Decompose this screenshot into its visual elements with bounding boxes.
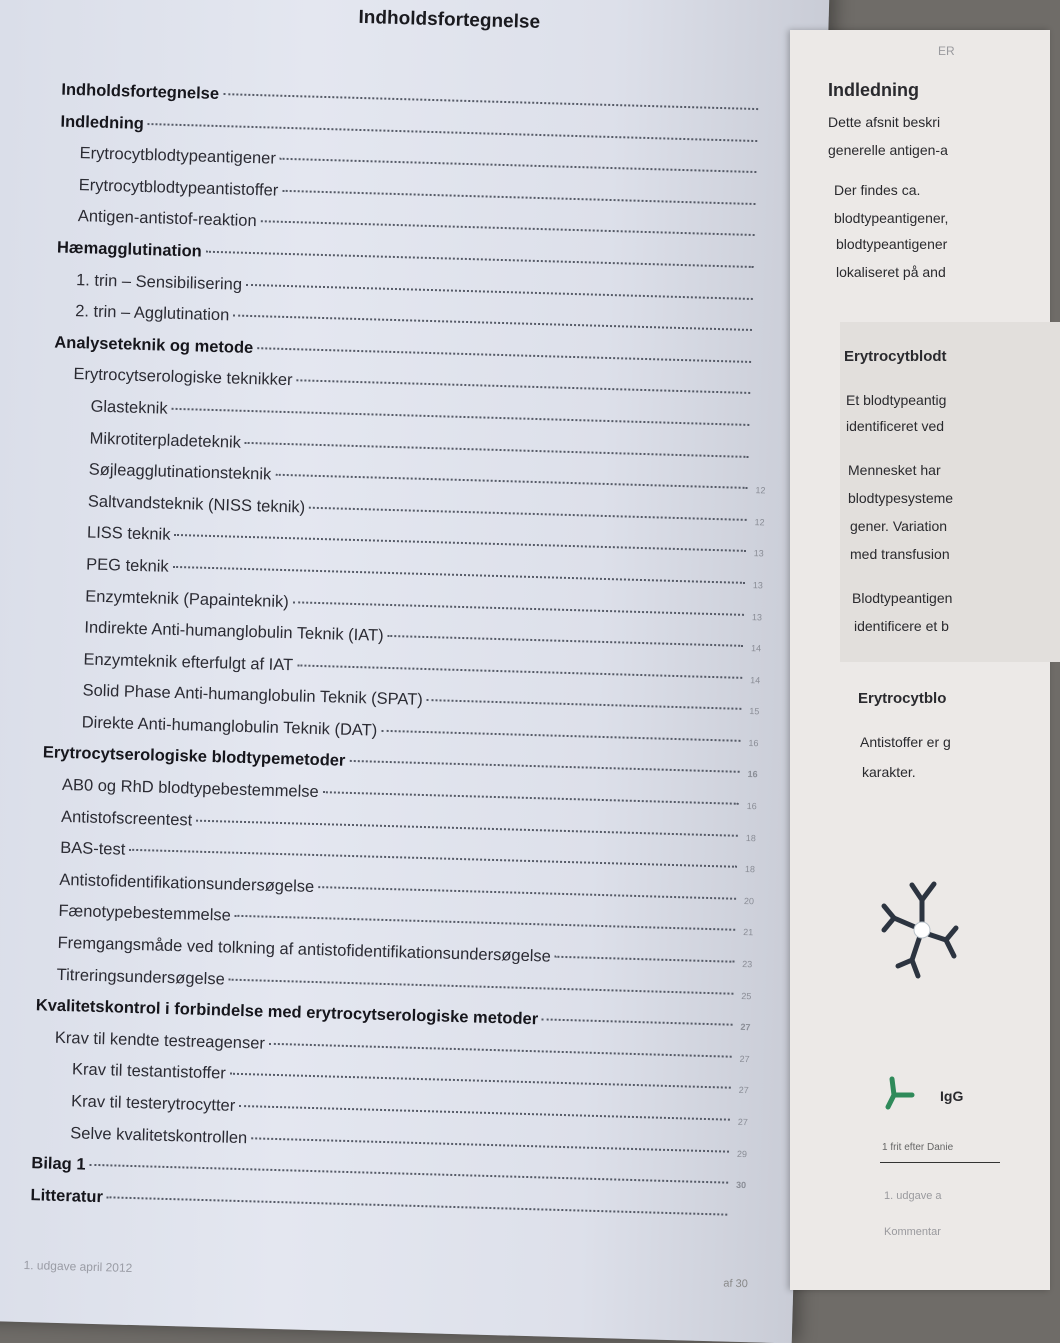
toc-page-number: 21 bbox=[739, 927, 753, 937]
toc-entry-title: Indledning bbox=[60, 112, 144, 133]
toc-page-number: 16 bbox=[744, 738, 758, 748]
text-line: identificere et b bbox=[854, 618, 949, 634]
text-line: Mennesket har bbox=[848, 462, 941, 478]
toc-page-number: 27 bbox=[735, 1085, 749, 1095]
toc-leader-dots bbox=[555, 956, 735, 963]
toc-leader-dots bbox=[297, 380, 751, 395]
toc-leader-dots bbox=[349, 760, 739, 773]
header-fragment: ER bbox=[938, 44, 955, 58]
right-footer-line: 1. udgave a bbox=[884, 1190, 942, 1202]
text-line: Antistoffer er g bbox=[860, 734, 951, 750]
toc-entry-title: Erytrocytblodtypeantistoffer bbox=[78, 176, 278, 201]
toc-entry-title: 2. trin – Agglutination bbox=[75, 302, 230, 325]
toc-entry-title: Indirekte Anti-humanglobulin Teknik (IAT) bbox=[84, 619, 384, 646]
toc-entry-title: Søjleagglutinationsteknik bbox=[89, 461, 272, 485]
table-of-contents bbox=[30, 81, 776, 1238]
box-heading: Erytrocytblo bbox=[858, 690, 946, 707]
igg-label: IgG bbox=[940, 1088, 963, 1104]
page-footer: 1. udgave april 2012 bbox=[23, 1258, 132, 1275]
toc-entry-title: Fænotypebestemmelse bbox=[58, 902, 231, 926]
toc-entry-title: Titreringsundersøgelse bbox=[56, 965, 225, 989]
toc-entry-title: LISS teknik bbox=[87, 524, 171, 545]
toc-leader-dots bbox=[542, 1019, 732, 1026]
toc-page-number: 27 bbox=[735, 1054, 749, 1064]
page-footer-number: af 30 bbox=[723, 1278, 748, 1291]
text-line: blodtypeantigener bbox=[836, 236, 947, 252]
toc-page-number: 25 bbox=[737, 990, 751, 1000]
toc-entry-title: Litteratur bbox=[30, 1186, 103, 1207]
toc-entry-title: 1. trin – Sensibilisering bbox=[76, 271, 242, 295]
toc-page-number: 14 bbox=[747, 643, 761, 653]
footnote: 1 frit efter Danie bbox=[882, 1142, 953, 1153]
toc-leader-dots bbox=[381, 730, 740, 742]
toc-page-number: 14 bbox=[746, 675, 760, 685]
toc-page-number: 18 bbox=[742, 833, 756, 843]
toc-page-number: 13 bbox=[750, 548, 764, 558]
text-line: blodtypeantigener, bbox=[834, 210, 948, 226]
toc-leader-dots bbox=[223, 93, 758, 110]
toc-entry-title: Krav til kendte testreagenser bbox=[55, 1029, 265, 1054]
toc-page-number: 16 bbox=[743, 769, 757, 779]
toc-entry-title: Direkte Anti-humanglobulin Teknik (DAT) bbox=[81, 713, 377, 740]
text-line: gener. Variation bbox=[850, 518, 947, 534]
text-line: Dette afsnit beskri bbox=[828, 114, 940, 130]
footnote-divider bbox=[880, 1162, 1000, 1163]
toc-page-number: 30 bbox=[732, 1180, 746, 1190]
toc-entry-title: Enzymteknik (Papainteknik) bbox=[85, 587, 289, 612]
text-line: blodtypesysteme bbox=[848, 490, 953, 506]
toc-entry-title: Saltvandsteknik (NISS teknik) bbox=[88, 492, 306, 517]
toc-leader-dots bbox=[318, 886, 736, 900]
toc-entry-title: Glasteknik bbox=[90, 397, 168, 418]
toc-entry-title: Indholdsfortegnelse bbox=[61, 81, 219, 104]
toc-page-number: 13 bbox=[748, 611, 762, 621]
toc-entry-title: Bilag 1 bbox=[31, 1154, 86, 1175]
toc-entry-title: Krav til testantistoffer bbox=[72, 1061, 226, 1084]
toc-entry-title: Antistofscreentest bbox=[61, 808, 193, 831]
text-line: karakter. bbox=[862, 764, 916, 780]
toc-leader-dots bbox=[282, 190, 755, 205]
toc-page-number: 13 bbox=[749, 580, 763, 590]
toc-entry-title: AB0 og RhD blodtypebestemmelse bbox=[62, 776, 319, 802]
right-footer-line: Kommentar bbox=[884, 1226, 941, 1238]
toc-entry-title: Krav til testerytrocytter bbox=[71, 1092, 236, 1116]
toc-leader-dots bbox=[293, 601, 744, 616]
toc-entry-title: Erytrocytblodtypeantigener bbox=[79, 144, 276, 168]
toc-entry-title: Fremgangsmåde ved tolkning af antistofidentifikationsundersøgelse bbox=[57, 934, 551, 967]
toc-entry-title: BAS-test bbox=[60, 839, 126, 860]
toc-page-number: 20 bbox=[740, 896, 754, 906]
toc-page-number: 12 bbox=[750, 517, 764, 527]
toc-leader-dots bbox=[388, 635, 744, 647]
toc-entry-title: Antistofidentifikationsundersøgelse bbox=[59, 871, 314, 897]
toc-entry-title: PEG teknik bbox=[86, 555, 169, 576]
toc-entry-title: Erytrocytserologiske blodtypemetoder bbox=[43, 744, 346, 771]
toc-page-number: 12 bbox=[751, 485, 765, 495]
toc-page-number: 27 bbox=[734, 1117, 748, 1127]
toc-page-number: 16 bbox=[743, 801, 757, 811]
right-page bbox=[790, 30, 1050, 1290]
toc-entry-title: Hæmagglutination bbox=[57, 239, 202, 262]
toc-page-number: 23 bbox=[738, 959, 752, 969]
toc-page-number: 27 bbox=[736, 1022, 750, 1032]
toc-entry-title: Solid Phase Anti-humanglobulin Teknik (SPAT) bbox=[82, 682, 423, 710]
toc-entry-title: Erytrocytserologiske teknikker bbox=[73, 365, 293, 390]
toc-leader-dots bbox=[323, 791, 739, 805]
toc-entry-title: Mikrotiterpladeteknik bbox=[89, 429, 241, 452]
toc-entry-title: Antigen-antistof-reaktion bbox=[78, 207, 257, 231]
antibody-icon bbox=[882, 880, 962, 980]
text-line: identificeret ved bbox=[846, 418, 944, 434]
toc-leader-dots bbox=[275, 474, 747, 489]
toc-page-number: 18 bbox=[741, 864, 755, 874]
text-line: med transfusion bbox=[850, 546, 950, 562]
text-line: Et blodtypeantig bbox=[846, 392, 946, 408]
toc-page-number: 15 bbox=[745, 706, 759, 716]
text-line: lokaliseret på and bbox=[836, 264, 946, 280]
toc-leader-dots bbox=[269, 1043, 732, 1058]
toc-leader-dots bbox=[427, 699, 742, 710]
text-line: Der findes ca. bbox=[834, 182, 920, 198]
toc-leader-dots bbox=[297, 664, 742, 678]
igg-antibody-icon bbox=[882, 1075, 922, 1111]
box-heading: Erytrocytblodt bbox=[844, 348, 947, 365]
toc-entry-title: Enzymteknik efterfulgt af IAT bbox=[83, 650, 293, 675]
text-line: generelle antigen-a bbox=[828, 142, 948, 158]
section-heading-indledning: Indledning bbox=[828, 80, 919, 101]
toc-page-number: 29 bbox=[733, 1148, 747, 1158]
text-line: Blodtypeantigen bbox=[852, 590, 952, 606]
page-title: Indholdsfortegnelse bbox=[358, 7, 540, 34]
toc-entry-title: Selve kvalitetskontrollen bbox=[70, 1124, 247, 1148]
toc-entry-title: Analyseteknik og metode bbox=[54, 333, 253, 358]
toc-entry-title: Kvalitetskontrol i forbindelse med erytrocytserologiske metoder bbox=[36, 996, 539, 1029]
toc-leader-dots bbox=[309, 506, 747, 520]
